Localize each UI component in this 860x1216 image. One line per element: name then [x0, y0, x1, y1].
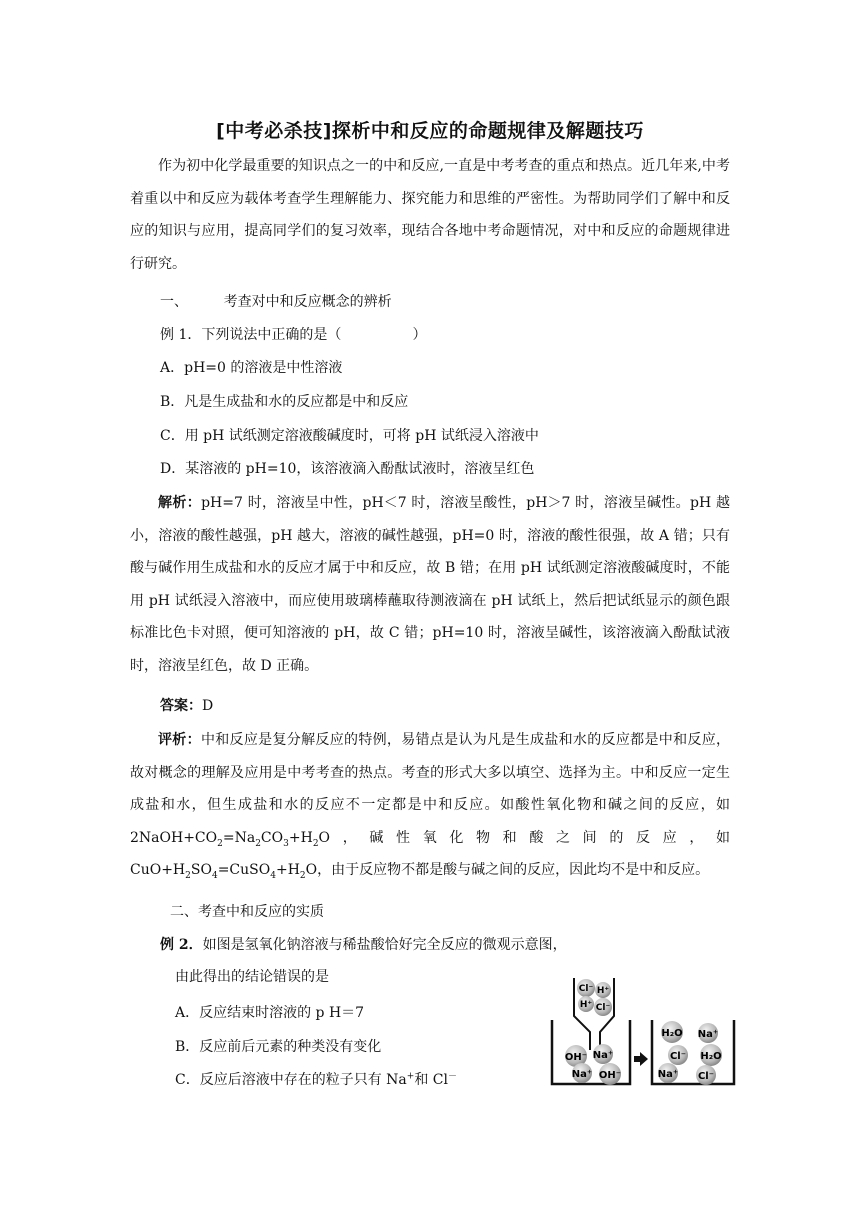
intro-paragraph: 作为初中化学最重要的知识点之一的中和反应,一直是中考考查的重点和热点。近几年来,中考着重以中和反应为载体考查学生理解能力、探究能力和思维的严密性。为帮助同学们了解中和反应的知识与应用，提高同学们的复习效率，现结合各地中考命题情况，对中和反应的命题规律进行研究。	[130, 158, 730, 272]
answer-value: D	[202, 698, 214, 714]
before-particle-1: Na⁺	[592, 1050, 614, 1061]
after-particle-4: Na⁺	[657, 1069, 679, 1080]
example-1-option-c: C．用 pH 试纸测定溶液酸碱度时，可将 pH 试纸浸入溶液中	[160, 428, 539, 444]
answer-label: 答案：	[160, 698, 202, 714]
example-2-text: 如图是氢氧化钠溶液与稀盐酸恰好完全反应的微观示意图，	[202, 937, 567, 953]
equation-2: $CuO+H_2SO_4=CuSO_4+H_2O$	[130, 862, 318, 881]
beaker-after-particles	[658, 1021, 722, 1085]
example-1-answer	[160, 696, 213, 716]
example-1-question: 例 1．下列说法中正确的是（ ）	[160, 327, 427, 343]
comment-text-a: 中和反应是复分解反应的特例，易错点是认为凡是生成盐和水的反应都是中和反应，故对概念的理解及应用是中考考查的热点。考查的形式大多以填空、选择为主。中和反应一定生成盐和水，但生成盐和水的反应不一定都是中和反应。如酸性氧化物和碱之间的反应，如	[130, 732, 731, 813]
analysis-text: pH=7 时，溶液呈中性，pH＜7 时，溶液呈酸性，pH＞7 时，溶液呈碱性。pH 越小，溶液的酸性越强，pH 越大，溶液的碱性越强，pH=0 时，溶液的酸性很强，故 A 错；只有酸与碱作用生成盐和水的反应才属于中和反应，故 B 错；在用 pH 试纸测定溶液酸碱度时，不能用 pH 试纸浸入溶液中，而应使用玻璃棒蘸取待测液滴在 pH 试纸上，然后把试纸显示的颜色跟标准比色卡对照，便可知溶液的 pH，故 C 错；pH=10 时，溶液呈碱性，该溶液滴入酚酞试液时，溶液呈红色，故 D 正确。	[130, 495, 731, 674]
section-2-heading: 二、考查中和反应的实质	[170, 904, 324, 920]
funnel-particle-3: Cl⁻	[595, 1003, 611, 1013]
example-1-option-d: D．某溶液的 pH=10，该溶液滴入酚酞试液时，溶液呈红色	[160, 461, 535, 477]
comment-text-b: ，碱性氧化物和酸之间的反应，如	[330, 829, 730, 846]
after-particle-2: Cl⁻	[669, 1051, 687, 1062]
document-title: [中考必杀技]探析中和反应的命题规律及解题技巧	[216, 120, 644, 142]
analysis-label: 解析：	[158, 495, 202, 511]
arrow-right-icon	[634, 1052, 648, 1066]
example-2-option-b: B．反应前后元素的种类没有变化	[175, 1039, 382, 1055]
after-particle-0: H₂O	[661, 1028, 683, 1039]
after-particle-5: Cl⁻	[697, 1071, 715, 1082]
example-1-comment	[130, 724, 730, 887]
after-particle-1: Na⁺	[697, 1029, 719, 1040]
section-1-heading: 一、 考查对中和反应概念的辨析	[160, 294, 392, 310]
comment-text-c: ，由于反应物不都是酸与碱之间的反应，因此均不是中和反应。	[317, 862, 710, 878]
example-1-option-b: B．凡是生成盐和水的反应都是中和反应	[160, 394, 409, 410]
before-particle-2: Na⁺	[571, 1069, 593, 1080]
example-2-option-c: C．反应后溶液中存在的粒子只有 Na+和 Cl－	[175, 1071, 457, 1088]
funnel-particle-1: H⁺	[596, 986, 610, 996]
funnel-particle-2: H⁺	[579, 1000, 593, 1010]
beaker-before-particles	[565, 1044, 621, 1085]
after-particle-3: H₂O	[700, 1051, 722, 1062]
example-2-lead: 由此得出的结论错误的是	[175, 969, 329, 985]
example-1-analysis	[130, 487, 730, 682]
example-1-option-a: A．pH=0 的溶液是中性溶液	[160, 360, 343, 376]
equation-1: $2NaOH+CO_2=Na_2CO_3+H_2O$	[130, 829, 331, 849]
reaction-diagram	[548, 976, 738, 1088]
example-2-option-a: A．反应结束时溶液的 p H＝7	[175, 1005, 365, 1021]
funnel-particles	[577, 979, 612, 1016]
before-particle-3: OH⁻	[598, 1070, 622, 1081]
example-2-label: 例 2．	[160, 937, 203, 953]
comment-label: 评析：	[158, 732, 201, 748]
before-particle-0: OH⁻	[564, 1052, 588, 1063]
funnel-particle-0: Cl⁻	[578, 984, 594, 994]
example-2-question	[160, 935, 567, 955]
